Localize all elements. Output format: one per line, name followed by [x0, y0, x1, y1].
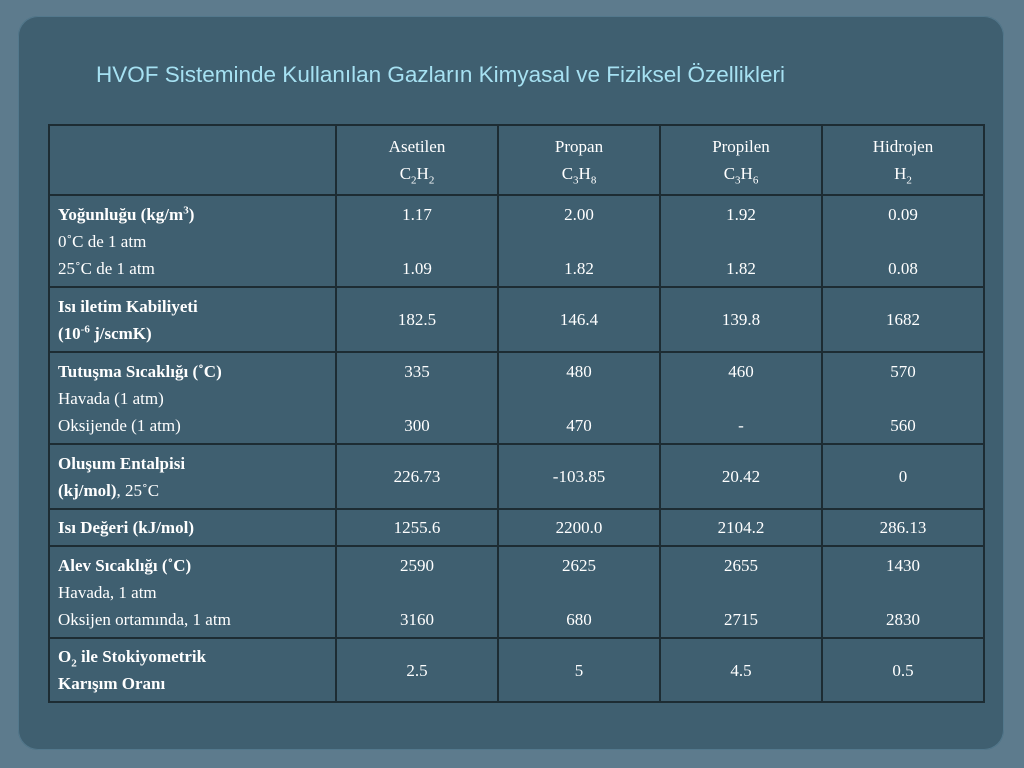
table-row-olusum [49, 444, 984, 509]
header-hidrojen [822, 125, 984, 195]
slide-title: HVOF Sisteminde Kullanılan Gazların Kimyasal ve Fiziksel Özellikleri [96, 62, 785, 87]
table-cell: 146.4 [498, 287, 660, 352]
table-cell: -103.85 [498, 444, 660, 509]
header-empty-cell [49, 125, 336, 195]
header-formula: $C_3H_8$ [561, 164, 597, 187]
header-formula: $C_3H_6$ [723, 164, 759, 187]
table-cell: 1255.6 [336, 509, 498, 546]
table-row-isi-degeri [49, 509, 984, 546]
header-asetilen [336, 125, 498, 195]
header-formula: $C_2H_2$ [399, 164, 435, 187]
header-formula: $H_2$ [894, 164, 912, 187]
table-cell: 1682 [822, 287, 984, 352]
gas-properties-table [48, 124, 985, 703]
table-cell: 2104.2 [660, 509, 822, 546]
table-cell: 1.92 1.82 [660, 195, 822, 287]
row-label: Alev Sıcaklığı (˚C) Havada, 1 atm Oksijen ortamında, 1 atm [49, 546, 336, 638]
header-name: Asetilen [388, 137, 446, 156]
table-row-yogunluk [49, 195, 984, 287]
header-propan [498, 125, 660, 195]
table-cell: 2.00 1.82 [498, 195, 660, 287]
table-cell: 0.09 0.08 [822, 195, 984, 287]
table-cell: 480 470 [498, 352, 660, 444]
table-cell: 226.73 [336, 444, 498, 509]
table-cell: 2200.0 [498, 509, 660, 546]
table-cell: 2590 3160 [336, 546, 498, 638]
table-cell: 1430 2830 [822, 546, 984, 638]
table-row-tutusma [49, 352, 984, 444]
table-cell: 1.17 1.09 [336, 195, 498, 287]
table-header-row [49, 125, 984, 195]
table-row-o2-oran [49, 638, 984, 702]
header-propilen [660, 125, 822, 195]
table-row-alev [49, 546, 984, 638]
table-cell: 139.8 [660, 287, 822, 352]
header-name: Hidrojen [872, 137, 934, 156]
row-label: Yoğunluğu $(kg/m^3)$ 0˚C de 1 atm 25˚C de 1 atm [49, 195, 336, 287]
row-label: Tutuşma Sıcaklığı (˚C) Havada (1 atm) Oksijende (1 atm) [49, 352, 336, 444]
table-cell: 20.42 [660, 444, 822, 509]
table-cell: 182.5 [336, 287, 498, 352]
table-cell: 570 560 [822, 352, 984, 444]
table-cell: 2625 680 [498, 546, 660, 638]
table-cell: 460 - [660, 352, 822, 444]
row-label: $O_2$ ile Stokiyometrik Karışım Oranı [49, 638, 336, 702]
header-name: Propan [554, 137, 604, 156]
table-cell: 2655 2715 [660, 546, 822, 638]
table-cell: 2.5 [336, 638, 498, 702]
table-cell: 0 [822, 444, 984, 509]
table-cell: 286.13 [822, 509, 984, 546]
header-name: Propilen [712, 137, 770, 156]
table-cell: 0.5 [822, 638, 984, 702]
table-cell: 335 300 [336, 352, 498, 444]
table-cell: 5 [498, 638, 660, 702]
row-label: Oluşum Entalpisi (kj/mol), 25˚C [49, 444, 336, 509]
row-label: Isı Değeri (kJ/mol) [49, 509, 336, 546]
table-row-isi-iletim [49, 287, 984, 352]
table-cell: 4.5 [660, 638, 822, 702]
row-label: Isı iletim Kabiliyeti ($10^{-6}$ j/scmK) [49, 287, 336, 352]
